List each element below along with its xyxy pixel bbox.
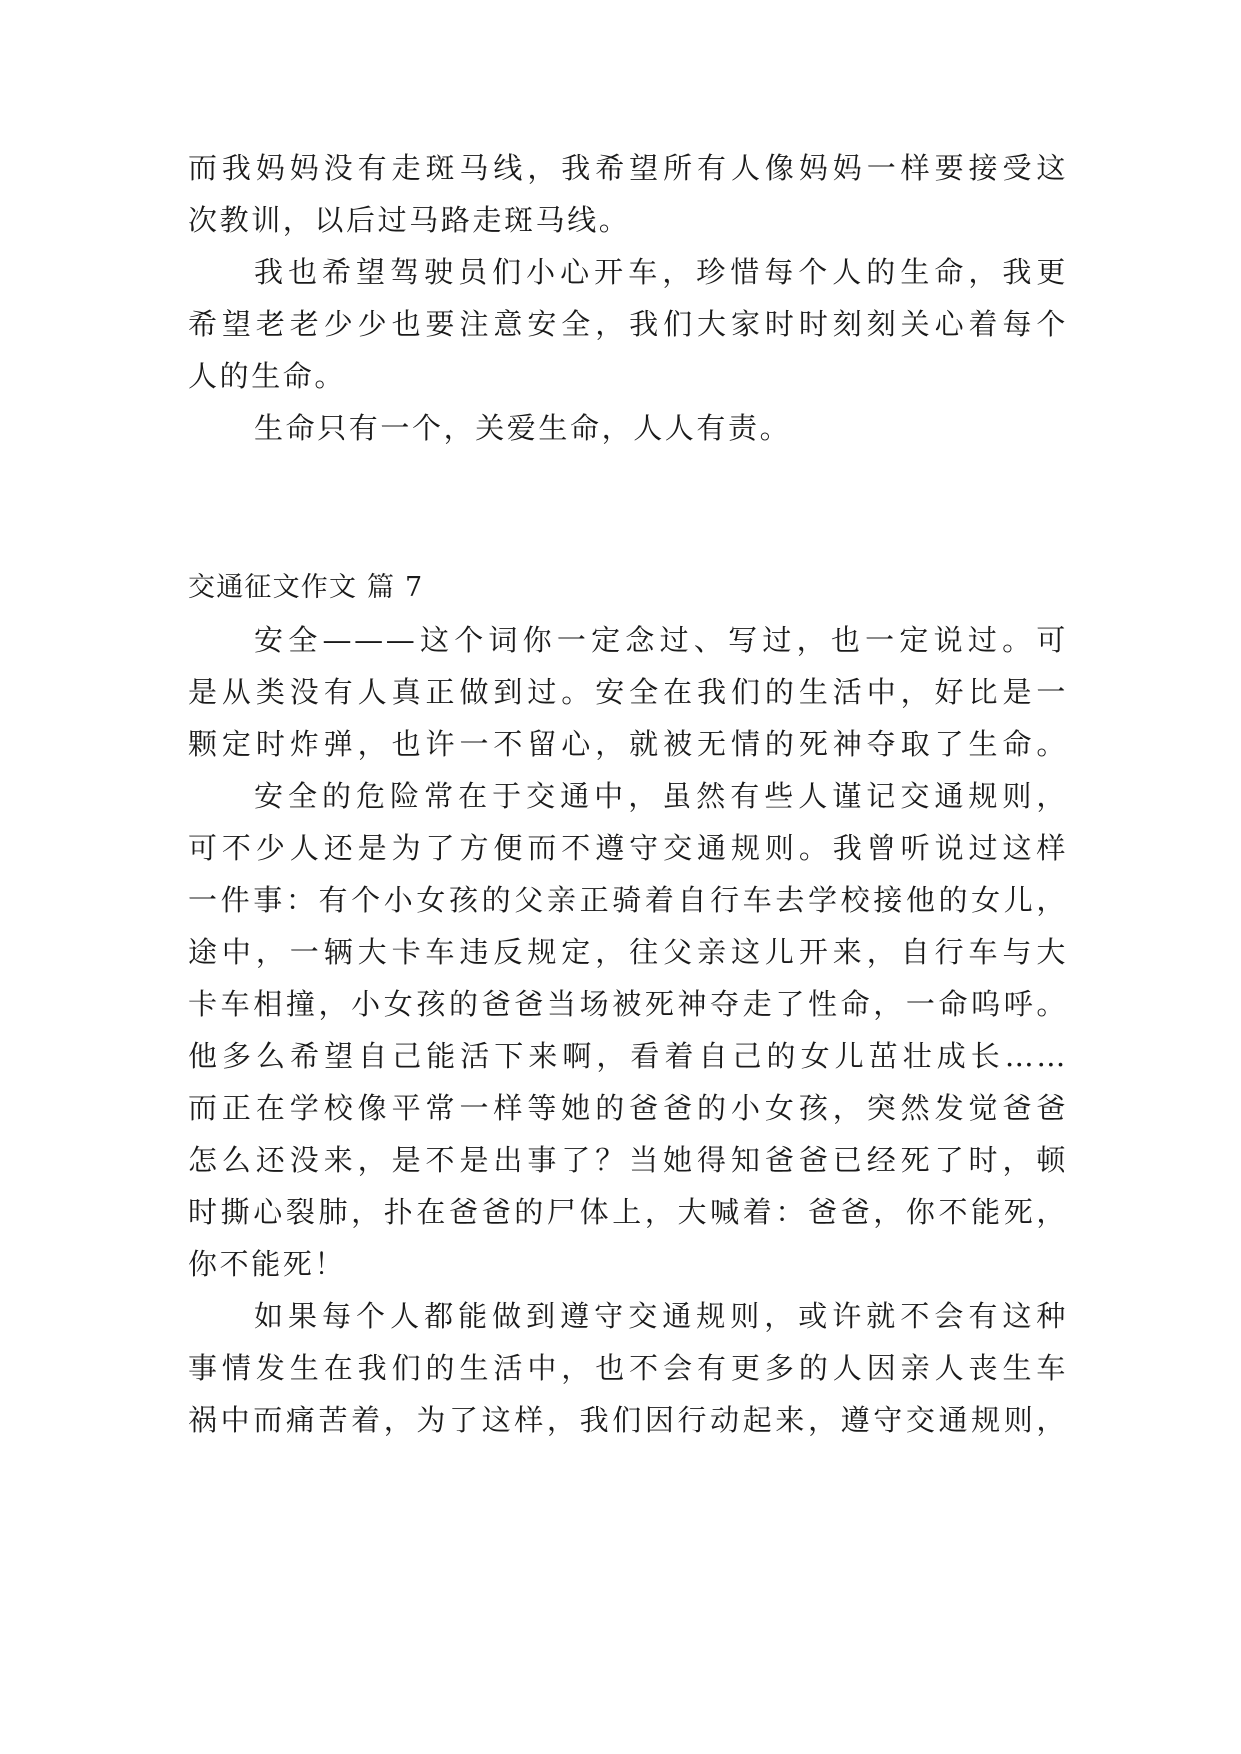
para5-line-10: 你不能死！	[188, 1247, 347, 1281]
section-heading: 交通征文作文 篇 7	[188, 572, 424, 603]
para3-line-1: 生命只有一个，关爱生命，人人有责。	[254, 411, 792, 445]
para5-line-9: 时撕心裂肺，扑在爸爸的尸体上，大喊着：爸爸，你不能死，	[188, 1195, 1068, 1229]
para4-line-2: 是从类没有人真正做到过。安全在我们的生活中，好比是一	[188, 675, 1068, 709]
para2-line-1: 我也希望驾驶员们小心开车，珍惜每个人的生命，我更	[254, 255, 1068, 289]
para1-line-1: 而我妈妈没有走斑马线，我希望所有人像妈妈一样要接受这	[188, 151, 1068, 185]
para5-line-1: 安全的危险常在于交通中，虽然有些人谨记交通规则，	[254, 779, 1068, 813]
para4-line-1: 安全———这个词你一定念过、写过，也一定说过。可	[254, 623, 1068, 657]
para5-line-4: 途中，一辆大卡车违反规定，往父亲这儿开来，自行车与大	[188, 935, 1068, 969]
para5-line-6: 他多么希望自己能活下来啊，看着自己的女儿茁壮成长……	[188, 1039, 1068, 1073]
para2-line-2: 希望老老少少也要注意安全，我们大家时时刻刻关心着每个	[188, 307, 1068, 341]
para5-line-3: 一件事：有个小女孩的父亲正骑着自行车去学校接他的女儿，	[188, 883, 1068, 917]
para5-line-8: 怎么还没来，是不是出事了？当她得知爸爸已经死了时，顿	[188, 1143, 1068, 1177]
para5-line-2: 可不少人还是为了方便而不遵守交通规则。我曾听说过这样	[188, 831, 1068, 865]
para5-line-5: 卡车相撞，小女孩的爸爸当场被死神夺走了性命，一命呜呼。	[188, 987, 1068, 1021]
para4-line-3: 颗定时炸弹，也许一不留心，就被无情的死神夺取了生命。	[188, 727, 1068, 761]
para6-line-2: 事情发生在我们的生活中，也不会有更多的人因亲人丧生车	[188, 1351, 1068, 1385]
para2-line-3: 人的生命。	[188, 359, 347, 393]
para6-line-1: 如果每个人都能做到遵守交通规则，或许就不会有这种	[254, 1299, 1068, 1333]
para6-line-3: 祸中而痛苦着，为了这样，我们因行动起来，遵守交通规则，	[188, 1403, 1068, 1437]
para5-line-7: 而正在学校像平常一样等她的爸爸的小女孩，突然发觉爸爸	[188, 1091, 1068, 1125]
para1-line-2: 次教训，以后过马路走斑马线。	[188, 203, 631, 237]
